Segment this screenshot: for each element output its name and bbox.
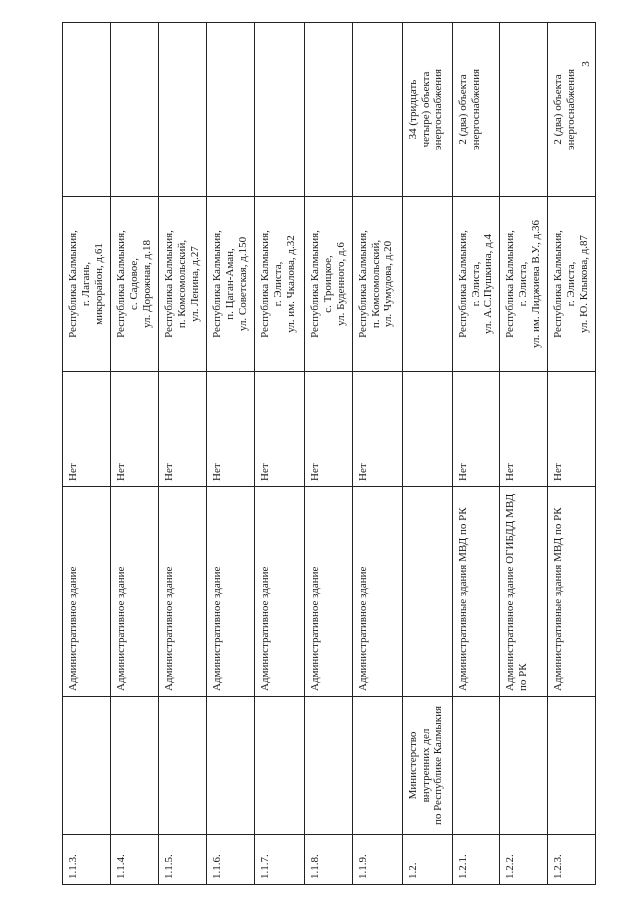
cell-object-name: Административное здание xyxy=(158,487,206,697)
cell-address-line: Республика Калмыкия, xyxy=(210,230,223,338)
table-row xyxy=(402,23,452,885)
cell-organization-line: Министерство xyxy=(406,731,419,800)
table-row xyxy=(500,23,548,885)
cell-object-name xyxy=(402,487,452,697)
cell-object-count xyxy=(548,23,596,197)
cell-organization xyxy=(500,697,548,835)
cell-ownership: Нет xyxy=(158,372,206,487)
cell-address xyxy=(206,197,254,372)
table-body xyxy=(63,23,596,885)
cell-address-line: п. Комсомольский, xyxy=(369,239,382,329)
cell-address xyxy=(402,197,452,372)
cell-address xyxy=(352,197,402,372)
table-row xyxy=(158,23,206,885)
cell-object-count xyxy=(402,23,452,197)
cell-address-line: Республика Калмыкия, xyxy=(162,230,175,338)
cell-organization xyxy=(304,697,352,835)
cell-object-count xyxy=(110,23,158,197)
cell-address-line: с. Троицкое, xyxy=(321,255,334,313)
cell-address-line: микрорайон, д.61 xyxy=(92,243,105,325)
cell-address-line: ул. им. Чкалова, д.32 xyxy=(284,235,297,333)
cell-address-line: Республика Калмыкия, xyxy=(114,230,127,338)
cell-address-line: ул. Ленина, д.27 xyxy=(188,246,201,322)
cell-object-count-line: энергоснабжения xyxy=(565,68,578,151)
cell-organization xyxy=(254,697,304,835)
cell-object-name: Административное здание xyxy=(206,487,254,697)
table-row xyxy=(206,23,254,885)
cell-number: 1.1.4. xyxy=(110,835,158,885)
cell-address-line: ул. А.С.Пушкина, д.4 xyxy=(482,233,495,335)
cell-organization xyxy=(206,697,254,835)
cell-address xyxy=(110,197,158,372)
cell-ownership: Нет xyxy=(110,372,158,487)
cell-address-line: ул. Ю. Клыкова, д.87 xyxy=(578,234,591,334)
cell-object-count-line: 34 (тридцать xyxy=(406,79,419,140)
cell-address-line: п. Комсомольский, xyxy=(175,239,188,329)
cell-address-line: Республика Калмыкия, xyxy=(67,230,79,338)
cell-organization xyxy=(452,697,500,835)
cell-ownership: Нет xyxy=(352,372,402,487)
cell-address xyxy=(548,197,596,372)
cell-address-line: ул. Дорожная, д.18 xyxy=(140,240,153,329)
cell-address-line: ул. им. Лиджиева В.У., д.36 xyxy=(530,219,543,349)
cell-number: 1.1.3. xyxy=(63,835,111,885)
cell-address-line: ул. Буденного, д.6 xyxy=(334,242,347,326)
cell-number: 1.1.7. xyxy=(254,835,304,885)
cell-number: 1.2.1. xyxy=(452,835,500,885)
cell-address-line: Республика Калмыкия, xyxy=(504,230,517,338)
cell-object-count xyxy=(158,23,206,197)
cell-address-line: г. Элиста, xyxy=(469,261,482,307)
table-row xyxy=(110,23,158,885)
cell-ownership: Нет xyxy=(254,372,304,487)
cell-number: 1.1.9. xyxy=(352,835,402,885)
table-row xyxy=(452,23,500,885)
cell-address xyxy=(63,197,111,372)
cell-address-line: ул. Чумудова, д.20 xyxy=(382,240,395,328)
cell-object-count-line: 2 (два) объекта xyxy=(552,74,565,145)
cell-address-line: г. Элиста, xyxy=(565,261,578,307)
table-row xyxy=(254,23,304,885)
cell-organization xyxy=(110,697,158,835)
document-table-rotated xyxy=(62,23,591,885)
cell-object-name: Административное здание xyxy=(110,487,158,697)
cell-ownership: Нет xyxy=(500,372,548,487)
cell-object-count xyxy=(352,23,402,197)
page-number: 3 xyxy=(579,61,592,67)
cell-object-name: Административные здания МВД по РК xyxy=(548,487,596,697)
cell-address-line: Республика Калмыкия, xyxy=(456,230,469,338)
cell-address xyxy=(158,197,206,372)
cell-object-count-line: энергоснабжения xyxy=(432,68,445,151)
cell-ownership: Нет xyxy=(206,372,254,487)
cell-address-line: п. Цаган-Аман, xyxy=(223,248,236,320)
cell-organization xyxy=(63,697,111,835)
cell-address xyxy=(304,197,352,372)
cell-object-count xyxy=(63,23,111,197)
cell-address-line: Республика Калмыкия, xyxy=(308,230,321,338)
cell-organization xyxy=(402,697,452,835)
cell-number: 1.2.2. xyxy=(500,835,548,885)
cell-object-name: Административное здание xyxy=(254,487,304,697)
cell-ownership: Нет xyxy=(548,372,596,487)
cell-object-count xyxy=(254,23,304,197)
cell-number: 1.1.8. xyxy=(304,835,352,885)
cell-address-line: ул. Советская, д.150 xyxy=(236,236,249,332)
energy-objects-table xyxy=(62,22,596,885)
cell-address-line: г. Элиста, xyxy=(517,261,530,307)
cell-number: 1.2.3. xyxy=(548,835,596,885)
cell-ownership: Нет xyxy=(452,372,500,487)
cell-ownership: Нет xyxy=(304,372,352,487)
cell-object-count xyxy=(452,23,500,197)
cell-address-line: Республика Калмыкия, xyxy=(552,230,565,338)
cell-address-line: Республика Калмыкия, xyxy=(258,230,271,338)
cell-organization xyxy=(548,697,596,835)
cell-object-count-line: 2 (два) объекта xyxy=(456,74,469,145)
cell-number: 1.1.5. xyxy=(158,835,206,885)
cell-organization xyxy=(352,697,402,835)
cell-organization-line: внутренних дел xyxy=(419,728,432,803)
cell-object-count xyxy=(500,23,548,197)
cell-address xyxy=(254,197,304,372)
cell-address-line: с. Садовое, xyxy=(127,257,140,311)
cell-number: 1.2. xyxy=(402,835,452,885)
cell-object-count xyxy=(206,23,254,197)
cell-ownership: Нет xyxy=(63,372,111,487)
cell-address xyxy=(452,197,500,372)
cell-object-name: Административное здание xyxy=(352,487,402,697)
cell-object-name: Административное здание xyxy=(63,487,111,697)
cell-address-line: Республика Калмыкия, xyxy=(356,230,369,338)
cell-organization xyxy=(158,697,206,835)
cell-object-name: Административные здания МВД по РК xyxy=(452,487,500,697)
cell-address-line: г. Лагань, xyxy=(79,261,92,307)
cell-ownership xyxy=(402,372,452,487)
cell-object-name: Административное здание ОГИБДД МВД по РК xyxy=(500,487,548,697)
cell-organization-line: по Республике Калмыкия xyxy=(432,705,445,826)
cell-object-count-line: четыре) объекта xyxy=(419,71,432,148)
cell-object-count xyxy=(304,23,352,197)
cell-object-count-line: энергоснабжения xyxy=(469,68,482,151)
cell-address-line: г. Элиста, xyxy=(271,261,284,307)
cell-number: 1.1.6. xyxy=(206,835,254,885)
table-row xyxy=(352,23,402,885)
table-row xyxy=(63,23,111,885)
table-row xyxy=(548,23,596,885)
table-row xyxy=(304,23,352,885)
cell-address xyxy=(500,197,548,372)
cell-object-name: Административное здание xyxy=(304,487,352,697)
